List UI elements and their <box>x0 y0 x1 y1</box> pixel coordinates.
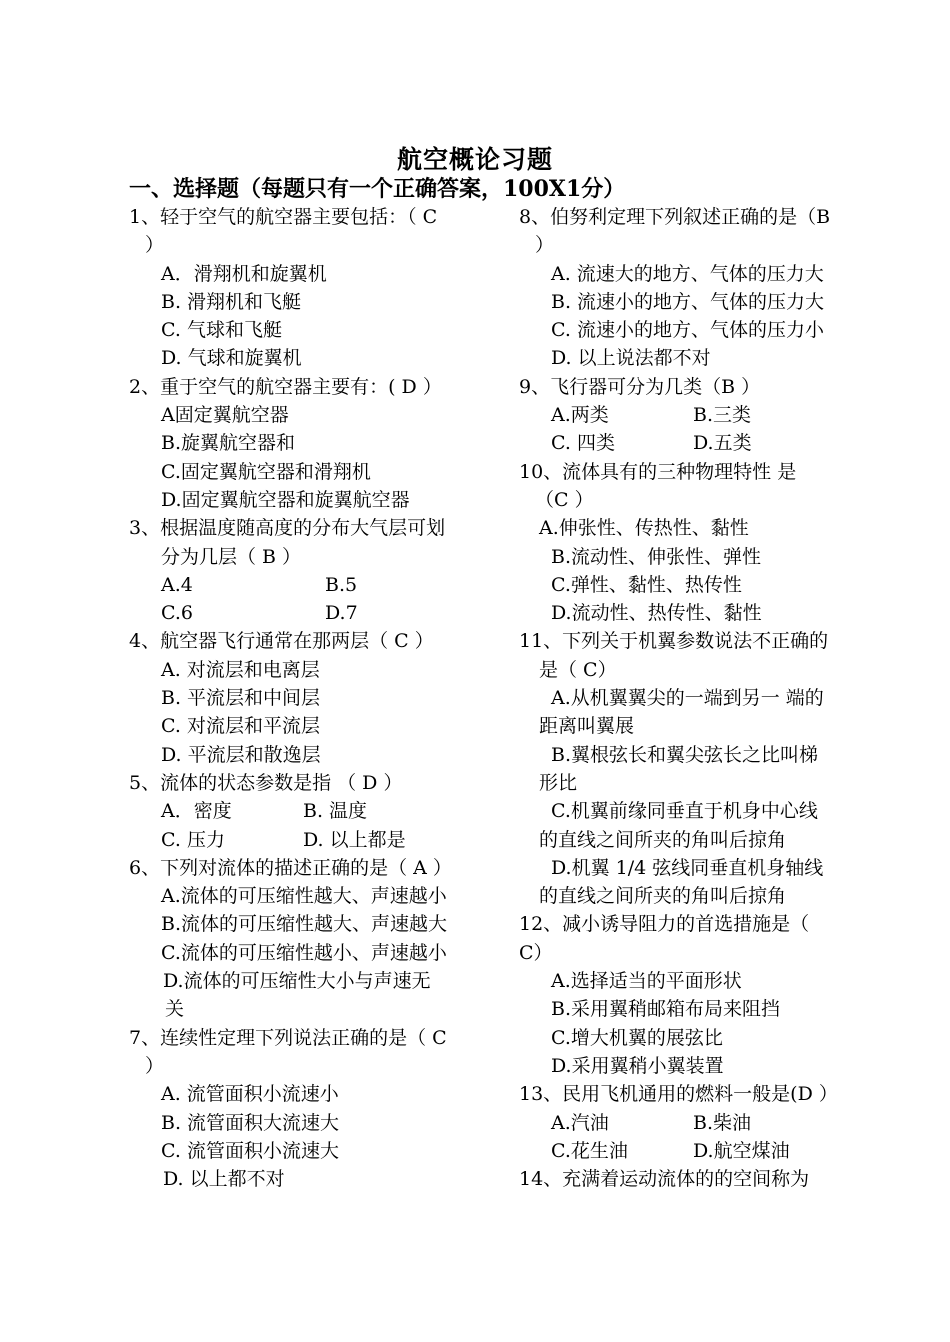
answer-line: 关 <box>165 998 185 1021</box>
option-row <box>519 1109 881 1137</box>
question-line: 4、航空器飞行通常在那两层（ C ） <box>129 630 434 653</box>
answer-line: B.采用翼稍邮箱布局来阻挡 <box>551 998 781 1021</box>
answer-line: B. 流速小的地方、气体的压力大 <box>551 290 825 313</box>
answer-line: D.固定翼航空器和旋翼航空器 <box>161 488 410 511</box>
option-row <box>519 429 881 457</box>
answer-line: A固定翼航空器 <box>161 404 289 427</box>
question-line: 10、流体具有的三种物理特性 是 <box>519 460 797 483</box>
answer-line: 的直线之间所夹的角叫后掠角 <box>539 885 787 908</box>
answer-line: ） <box>145 1054 165 1077</box>
question-line: 6、下列对流体的描述正确的是（ A ） <box>129 856 452 879</box>
question-line: 7、连续性定理下列说法正确的是（ C <box>129 1026 447 1049</box>
option-text: C.花生油 <box>551 1139 628 1162</box>
answer-line: D. 以上都不对 <box>163 1168 285 1191</box>
right-column <box>519 203 881 1193</box>
question-line: 11、下列关于机翼参数说法不正确的 <box>519 630 829 653</box>
option-text: C. 四类 <box>551 432 615 455</box>
answer-line: A.流体的可压缩性越大、声速越小 <box>161 885 447 908</box>
option-text: B.5 <box>325 573 358 596</box>
answer-line: B. 流管面积大流速大 <box>161 1111 340 1134</box>
answer-line: C. 流速小的地方、气体的压力小 <box>551 319 824 342</box>
answer-line: D.流动性、热传性、黏性 <box>551 602 762 625</box>
question-line: 14、充满着运动流体的的空间称为 <box>519 1168 810 1191</box>
option-text: A.汽油 <box>551 1111 609 1134</box>
question-line: 5、流体的状态参数是指 （ D ） <box>129 771 403 794</box>
answer-line: （C ） <box>535 488 594 511</box>
option-text: C.6 <box>161 602 193 625</box>
answer-line: C. 流管面积小流速大 <box>161 1139 339 1162</box>
option-text: A.两类 <box>551 404 609 427</box>
answer-line: C.弹性、黏性、热传性 <box>551 573 742 596</box>
answer-line: 分为几层（ B ） <box>161 545 302 568</box>
option-text: A．密度 <box>161 800 232 823</box>
answer-line: ） <box>535 234 555 257</box>
option-text: D.7 <box>325 602 358 625</box>
answer-line: D.机翼 1/4 弦线同垂直机身轴线 <box>551 856 824 879</box>
answer-line: A. 对流层和电离层 <box>161 658 320 681</box>
option-row <box>129 599 489 627</box>
question-line: 8、伯努利定理下列叙述正确的是（B <box>519 206 831 228</box>
option-text: B. 温度 <box>303 800 368 823</box>
answer-line: C. 气球和飞艇 <box>161 319 282 342</box>
question-line: 9、飞行器可分为几类（B ） <box>519 375 761 398</box>
option-row <box>129 826 489 854</box>
answer-line: ） <box>145 234 165 257</box>
answer-line: A. 流速大的地方、气体的压力大 <box>551 262 824 285</box>
option-text: C. 压力 <box>161 828 225 851</box>
answer-line: C. 对流层和平流层 <box>161 715 320 738</box>
answer-line: B.流体的可压缩性越大、声速越大 <box>161 913 448 936</box>
option-text: D.航空煤油 <box>693 1139 790 1162</box>
answer-line: A. 流管面积小流速小 <box>161 1083 339 1106</box>
answer-line: C.流体的可压缩性越小、声速越小 <box>161 941 447 964</box>
answer-line: A.伸张性、传热性、黏性 <box>539 517 749 540</box>
option-row <box>129 797 489 825</box>
answer-line: D. 平流层和散逸层 <box>161 743 321 766</box>
answer-line: B.流动性、伸张性、弹性 <box>551 545 762 568</box>
answer-line: 距离叫翼展 <box>539 715 635 738</box>
section-heading: 一、选择题（每题只有一个正确答案，100X1分） <box>129 176 626 202</box>
option-text: B.柴油 <box>693 1111 752 1134</box>
option-text: A.4 <box>161 573 193 596</box>
question-line: 2、重于空气的航空器主要有：( D ） <box>129 375 442 398</box>
answer-line: 是（ C） <box>539 658 617 681</box>
option-row <box>519 401 881 429</box>
answer-line: B. 平流层和中间层 <box>161 687 321 710</box>
answer-line: A.选择适当的平面形状 <box>551 970 742 993</box>
answer-line: C.固定翼航空器和滑翔机 <box>161 460 371 483</box>
answer-line: 的直线之间所夹的角叫后掠角 <box>539 828 787 851</box>
answer-line: C.机翼前缘同垂直于机身中心线 <box>551 800 818 823</box>
option-row <box>129 571 489 599</box>
answer-line: D. 以上说法都不对 <box>551 347 711 370</box>
answer-line: D. 气球和旋翼机 <box>161 347 302 370</box>
answer-line: D.采用翼稍小翼装置 <box>551 1054 724 1077</box>
answer-line: C.增大机翼的展弦比 <box>551 1026 723 1049</box>
option-text: D. 以上都是 <box>303 828 406 851</box>
question-line: 3、根据温度随高度的分布大气层可划 <box>129 517 446 540</box>
option-row <box>519 1137 881 1165</box>
option-text: B.三类 <box>693 404 752 427</box>
page-title: 航空概论习题 <box>396 145 553 174</box>
question-line: 13、民用飞机通用的燃料一般是(D ） <box>519 1083 838 1106</box>
left-column <box>129 203 489 1193</box>
answer-line: B.旋翼航空器和 <box>161 432 296 455</box>
answer-line: 形比 <box>539 771 578 794</box>
question-line: 12、减小诱导阻力的首选措施是（ <box>519 913 810 936</box>
question-line: C） <box>519 941 553 964</box>
answer-line: B. 滑翔机和飞艇 <box>161 290 302 313</box>
option-text: D.五类 <box>693 432 752 455</box>
answer-line: A.从机翼翼尖的一端到另一 端的 <box>551 687 824 710</box>
answer-line: D.流体的可压缩性大小与声速无 <box>163 970 431 993</box>
question-line: 1、轻于空气的航空器主要包括：（ C <box>129 206 438 228</box>
answer-line: B.翼根弦长和翼尖弦长之比叫梯 <box>551 743 819 766</box>
answer-line: A．滑翔机和旋翼机 <box>161 262 327 285</box>
